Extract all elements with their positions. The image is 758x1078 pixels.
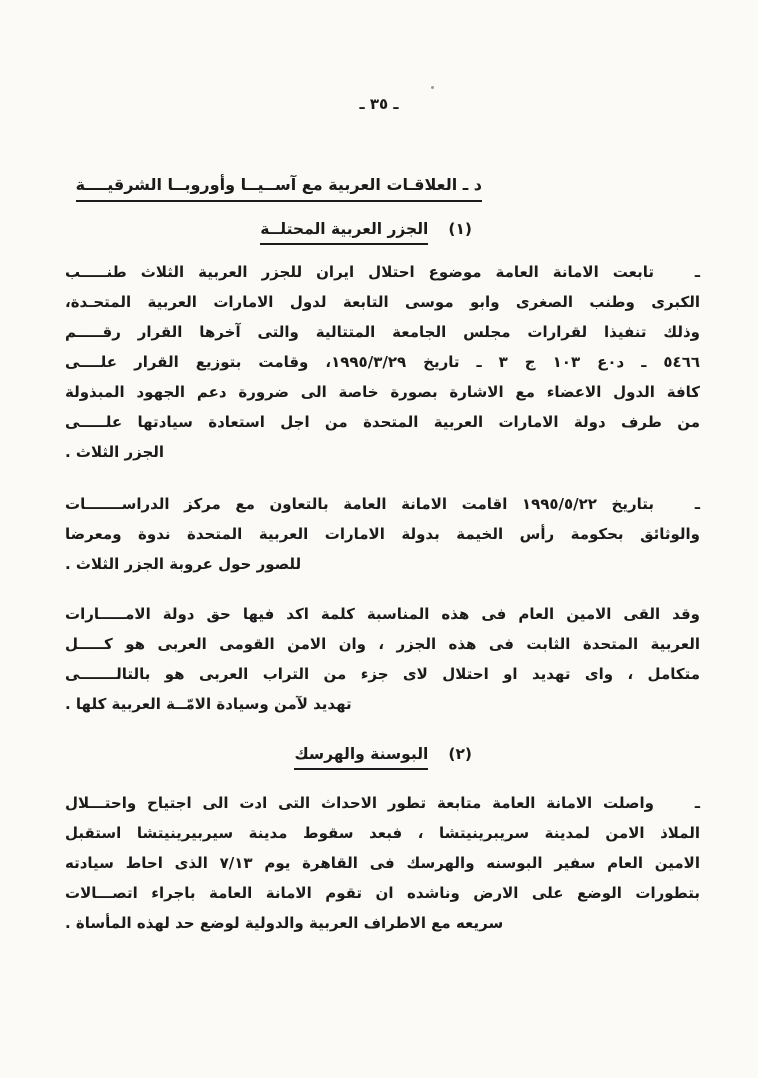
text-line: وقد القى الامين العام فى هذه المناسبة كلمة اكد فيها حق دولة الامـــــارات — [65, 605, 700, 623]
text-line: العربية المتحدة الثابت فى هذه الجزر ، وان الامن القومى العربى هو كـــــل — [65, 635, 700, 653]
text-line: ٥٤٦٦ ـ د٠ع ١٠٣ ج ٣ ـ تاريخ ١٩٩٥/٣/٢٩، وقامت بتوزيع القرار علــــى — [65, 353, 701, 371]
text-line: سريعه مع الاطراف العربية والدولية لوضع حد لهذه المأساة . — [65, 914, 504, 932]
document-body — [65, 220, 700, 938]
text-line: متكامل ، واى تهديد او احتلال لاى جزء من التراب العربى هو بالتالـــــــى — [65, 665, 700, 683]
text-line: الامين العام سفير البوسنه والهرسك فى القاهرة يوم ٧/١٣ الذى احاط سيادته — [65, 854, 700, 872]
text-line: واصلت الامانة العامة متابعة تطور الاحداث التى ادت الى اجتياح واحتـــلال — [65, 794, 654, 812]
page-number: ـ ٣٥ ـ — [359, 95, 399, 113]
section-heading — [65, 745, 472, 770]
paragraph — [65, 489, 700, 579]
section-title: البوسنة والهرسك — [294, 745, 428, 770]
text-line: كافة الدول الاعضاء مع الاشارة بصورة خاصة الى ضرورة دعم الجهود المبذولة — [65, 383, 700, 401]
text-line: والوثائق بحكومة رأس الخيمة بدولة الامارات العربية المتحدة ندوة ومعرضا — [65, 525, 700, 543]
text-line: الملاذ الامن لمدينة سريبرينيتشا ، فبعد سقوط مدينة سيربيرينيتشا استقبل — [65, 824, 700, 842]
paragraph-dash-marker: ـ — [694, 794, 700, 812]
paragraph-dash-marker: ـ — [694, 495, 700, 513]
paragraph — [65, 257, 700, 467]
text-line: للصور حول عروبة الجزر الثلاث . — [65, 555, 302, 573]
text-line: تهديد لآمن وسيادة الامّــة العربية كلها . — [65, 695, 352, 713]
text-line: الكبرى وطنب الصغرى وابو موسى التابعة لدول الامارات العربية المتحـدة، — [65, 293, 700, 311]
main-heading-text: د ـ العلاقـات العربية مع آســيــا وأوروبــا الشرقيــــة — [76, 175, 482, 202]
text-line: الجزر الثلاث . — [65, 443, 165, 461]
section-number: (٢) — [448, 745, 472, 763]
paragraph-dash-marker: ـ — [694, 263, 700, 281]
text-line: تابعت الامانة العامة موضوع احتلال ايران للجزر العربية الثلاث طنـــــب — [65, 263, 654, 281]
section-title: الجزر العربية المحتلــة — [260, 220, 428, 245]
text-line: من طرف دولة الامارات العربية المتحدة من اجل استعادة سيادتها علـــــى — [65, 413, 700, 431]
paragraph — [65, 788, 700, 938]
section-heading — [65, 220, 472, 245]
paragraph — [65, 599, 700, 719]
text-line: بتاريخ ١٩٩٥/٥/٢٢ اقامت الامانة العامة بالتعاون مع مركز الدراســـــــات — [65, 495, 654, 513]
text-line: بتطورات الوضع على الارض وناشده ان تقوم الامانة العامة باجراء اتصـــالات — [65, 884, 700, 902]
main-heading — [65, 175, 482, 194]
page-content — [0, 175, 758, 938]
section-number: (١) — [448, 220, 472, 238]
text-line: وذلك تنفيذا لقرارات مجلس الجامعة المتتالية والتى آخرها القرار رقـــــم — [65, 323, 700, 341]
